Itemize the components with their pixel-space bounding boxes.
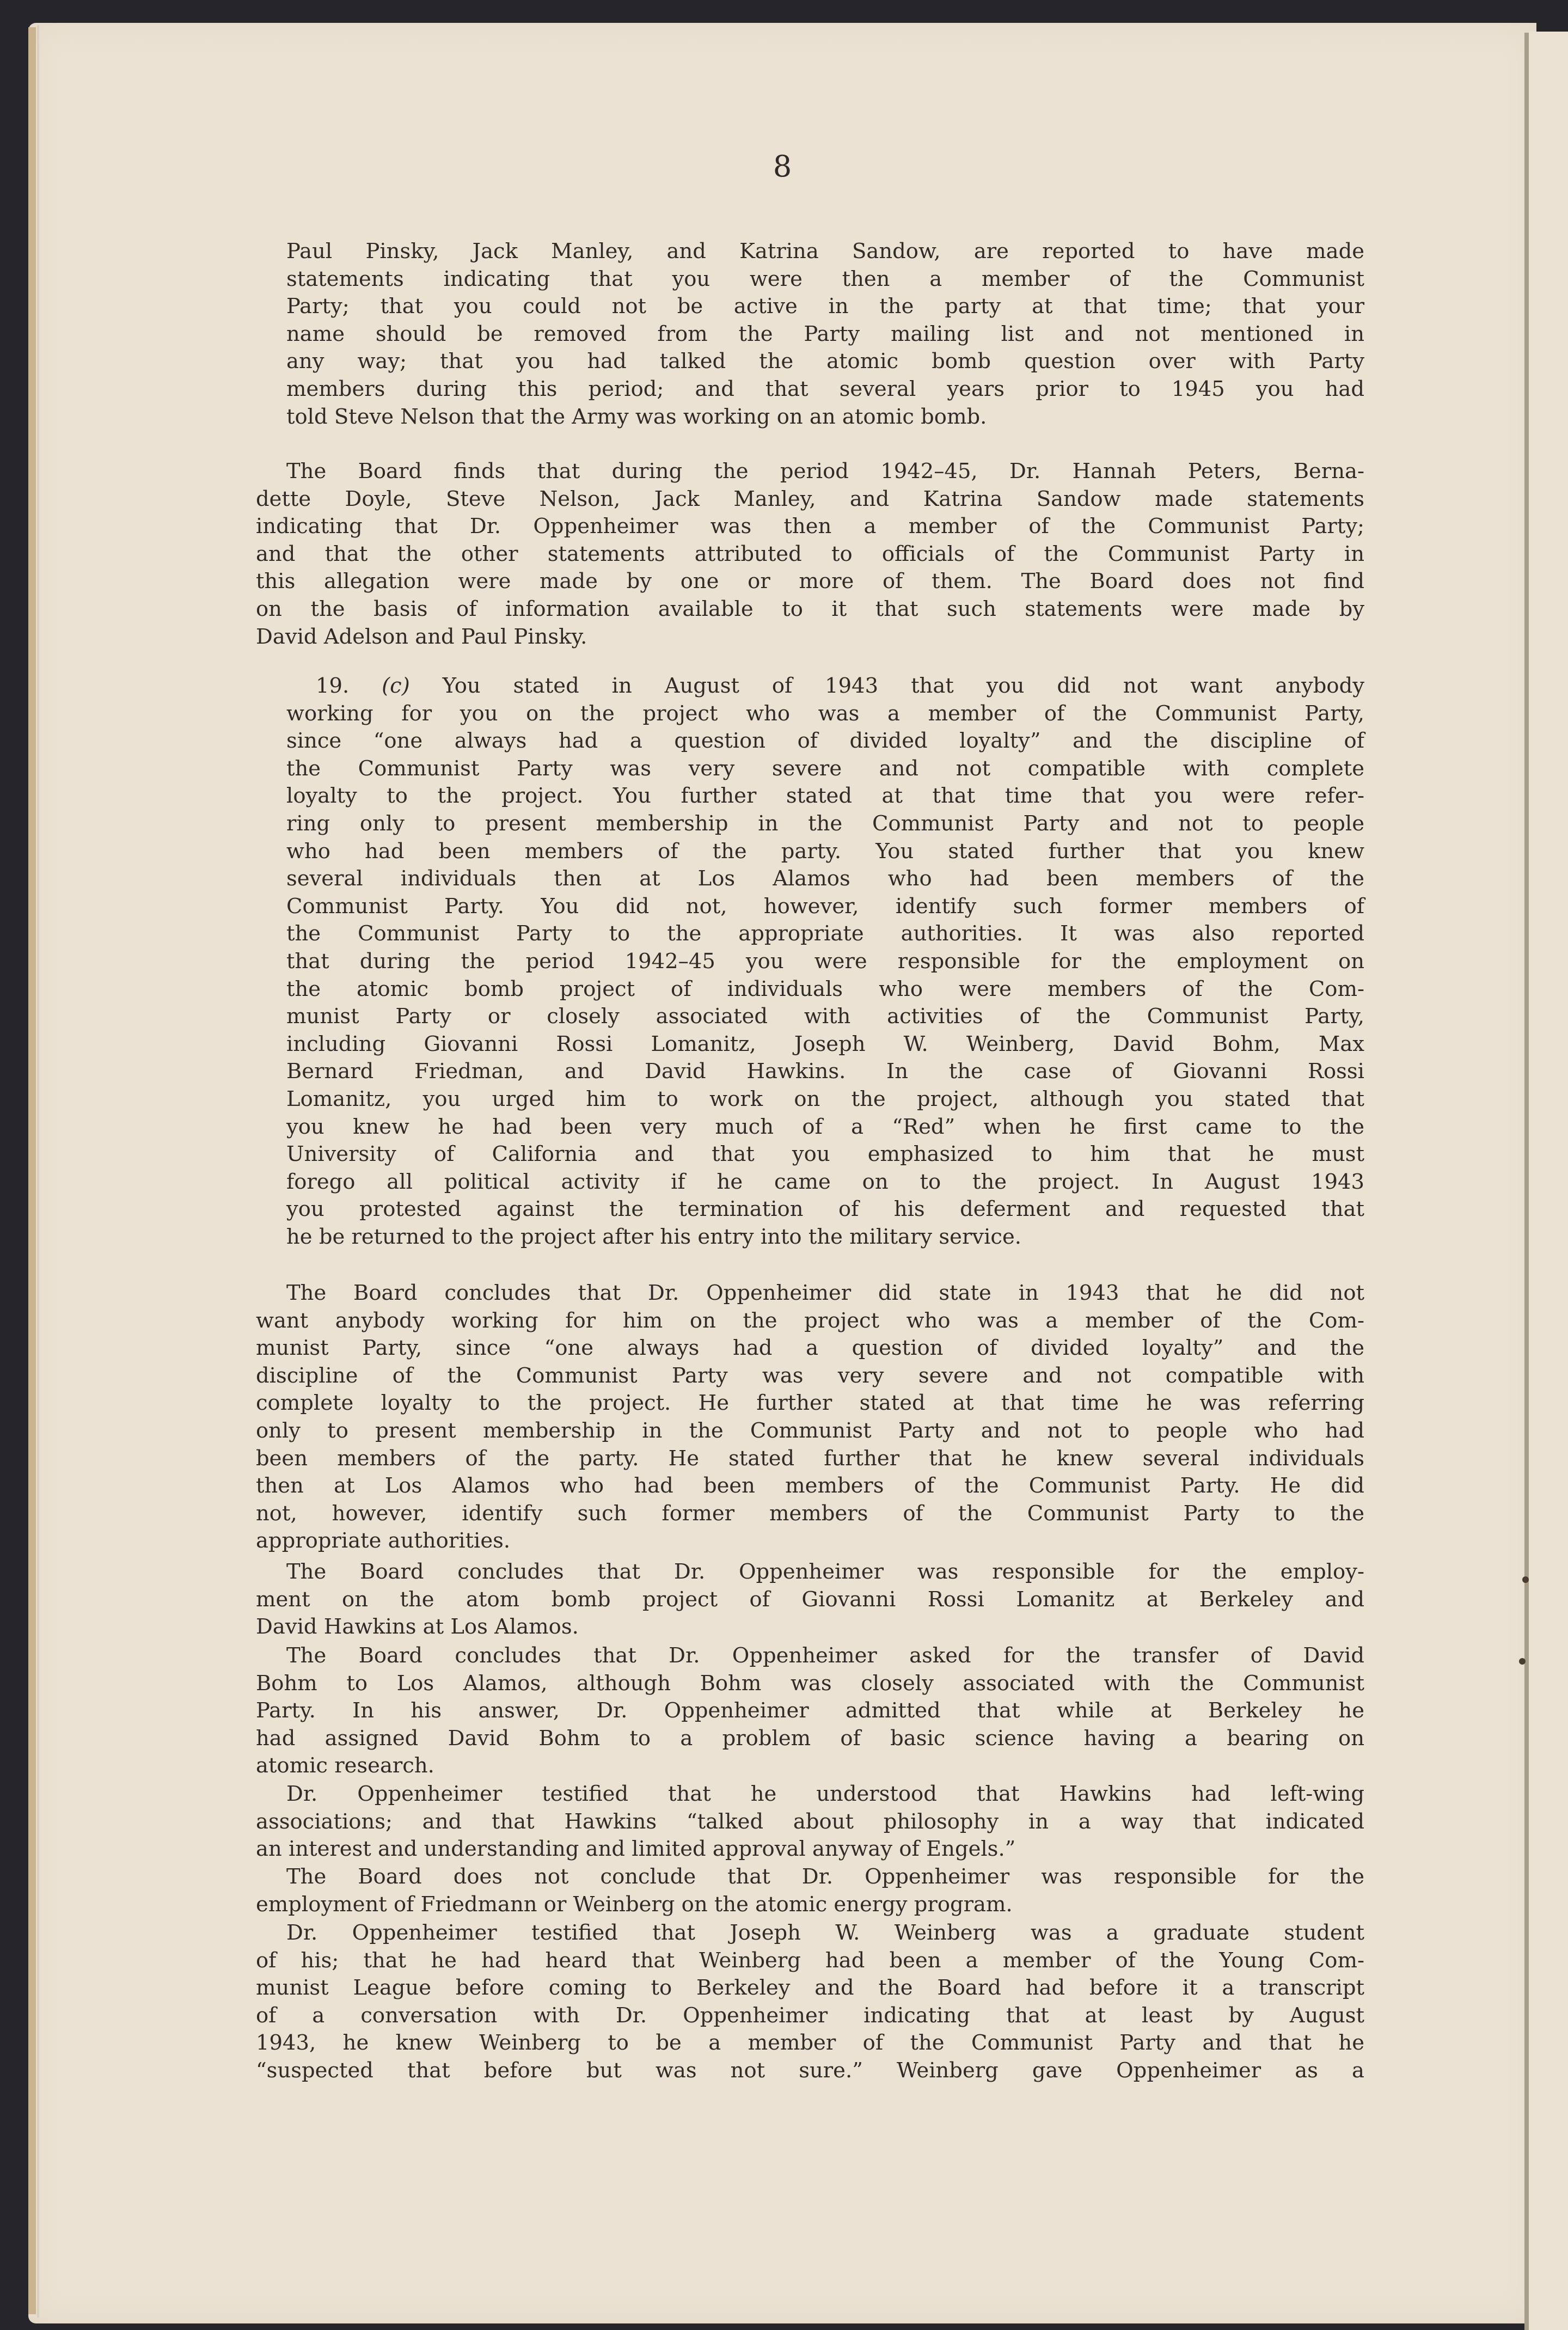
- text-line: University of California and that you emphasized to him that he must: [286, 1142, 1364, 1167]
- text-line: The Board concludes that Dr. Oppenheimer asked for the transfer of David: [286, 1643, 1364, 1668]
- text-line: the atomic bomb project of individuals who were members of the Com-: [286, 976, 1364, 1001]
- text-line: had assigned David Bohm to a problem of basic science having a bearing on: [256, 1726, 1364, 1751]
- text-line: David Hawkins at Los Alamos.: [256, 1615, 579, 1640]
- text-line: and that the other statements attributed to officials of the Communist Party in: [256, 541, 1364, 566]
- item-first-line: You stated in August of 1943 that you did not want anybody: [409, 674, 1365, 698]
- text-line: you protested against the termination of his deferment and requested that: [286, 1197, 1364, 1222]
- text-line: “suspected that before but was not sure.” Weinberg gave Oppenheimer as a: [256, 2058, 1364, 2083]
- text-line: including Giovanni Rossi Lomanitz, Joseph W. Weinberg, David Bohm, Max: [286, 1031, 1364, 1056]
- text-line: on the basis of information available to it that such statements were made by: [256, 597, 1364, 621]
- text-line: several individuals then at Los Alamos who had been members of the: [286, 866, 1364, 891]
- text-line: Bernard Friedman, and David Hawkins. In the case of Giovanni Rossi: [286, 1059, 1364, 1084]
- text-line: ment on the atom bomb project of Giovanni Rossi Lomanitz at Berkeley and: [256, 1587, 1364, 1612]
- item-number: 19.: [316, 674, 382, 698]
- text-line: The Board finds that during the period 1942–45, Dr. Hannah Peters, Berna-: [286, 459, 1364, 484]
- text-line: told Steve Nelson that the Army was working on an atomic bomb.: [286, 404, 987, 429]
- text-line: members during this period; and that several years prior to 1945 you had: [286, 377, 1364, 401]
- text-line: been members of the party. He stated further that he knew several individuals: [256, 1446, 1364, 1471]
- text-line: of a conversation with Dr. Oppenheimer indicating that at least by August: [256, 2003, 1364, 2028]
- text-line: who had been members of the party. You stated further that you knew: [286, 839, 1364, 864]
- text-line: Communist Party. You did not, however, identify such former members of: [286, 894, 1364, 919]
- text-line: Dr. Oppenheimer testified that he understood that Hawkins had left-wing: [286, 1782, 1364, 1806]
- text-line: working for you on the project who was a member of the Communist Party,: [286, 701, 1364, 726]
- text-line: The Board concludes that Dr. Oppenheimer did state in 1943 that he did not: [286, 1281, 1364, 1305]
- text-line: only to present membership in the Communist Party and not to people who had: [256, 1418, 1364, 1443]
- text-line: employment of Friedmann or Weinberg on the atomic energy program.: [256, 1892, 1013, 1917]
- text-line: then at Los Alamos who had been members of the Communist Party. He did: [256, 1473, 1364, 1499]
- page-left-edge: [28, 27, 36, 2314]
- text-line: indicating that Dr. Oppenheimer was then a member of the Communist Party;: [256, 514, 1364, 539]
- text-line: discipline of the Communist Party was very severe and not compatible with: [256, 1363, 1364, 1388]
- text-line: 1943, he knew Weinberg to be a member of the Communist Party and that he: [256, 2031, 1364, 2056]
- text-line: complete loyalty to the project. He further stated at that time he was referring: [256, 1391, 1364, 1416]
- text-line: loyalty to the project. You further stated at that time that you were refer-: [286, 784, 1364, 809]
- item-letter: (c): [382, 674, 410, 698]
- text-line: Party; that you could not be active in the party at that time; that your: [286, 294, 1364, 319]
- text-line: Bohm to Los Alamos, although Bohm was closely associated with the Communist: [256, 1671, 1364, 1696]
- text-line: David Adelson and Paul Pinsky.: [256, 624, 587, 649]
- text-line: this allegation were made by one or more of them. The Board does not find: [256, 569, 1364, 594]
- text-line: munist Party or closely associated with activities of the Communist Party,: [286, 1004, 1364, 1029]
- adjacent-page-edge: [1529, 32, 1568, 2330]
- staple-icon: [1522, 1576, 1529, 1583]
- text-line: dette Doyle, Steve Nelson, Jack Manley, and Katrina Sandow made statements: [256, 486, 1364, 511]
- text-line: want anybody working for him on the project who was a member of the Com-: [256, 1308, 1364, 1333]
- text-line: name should be removed from the Party mailing list and not mentioned in: [286, 321, 1364, 346]
- text-line: munist Party, since “one always had a question of divided loyalty” and the: [256, 1336, 1364, 1361]
- text-line: Party. In his answer, Dr. Oppenheimer admitted that while at Berkeley he: [256, 1698, 1364, 1723]
- text-line: any way; that you had talked the atomic bomb question over with Party: [286, 349, 1364, 374]
- text-line: the Communist Party to the appropriate authorities. It was also reported: [286, 921, 1364, 946]
- staple-icon: [1519, 1658, 1526, 1665]
- text-line: munist League before coming to Berkeley and the Board had before it a transcript: [256, 1976, 1364, 2001]
- page-number: 8: [773, 149, 792, 184]
- text-line: you knew he had been very much of a “Red” when he first came to the: [286, 1114, 1364, 1139]
- text-line: an interest and understanding and limited approval anyway of Engels.”: [256, 1837, 1016, 1862]
- text-line: forego all political activity if he came on to the project. In August 1943: [286, 1169, 1364, 1194]
- text-line: Paul Pinsky, Jack Manley, and Katrina Sandow, are reported to have made: [286, 239, 1364, 264]
- text-line: that during the period 1942–45 you were responsible for the employment on: [286, 949, 1364, 974]
- text-line: atomic research.: [256, 1753, 434, 1778]
- text-line: Dr. Oppenheimer testified that Joseph W. Weinberg was a graduate student: [286, 1921, 1364, 1945]
- text-line: of his; that he had heard that Weinberg had been a member of the Young Com-: [256, 1948, 1364, 1973]
- text-line: The Board concludes that Dr. Oppenheimer was responsible for the employ-: [286, 1560, 1364, 1584]
- text-line: The Board does not conclude that Dr. Oppenheimer was responsible for the: [286, 1864, 1364, 1889]
- text-line: appropriate authorities.: [256, 1528, 511, 1554]
- text-line: he be returned to the project after his entry into the military service.: [286, 1225, 1022, 1249]
- text-line: [316, 672, 1364, 700]
- page-left-fold: [37, 25, 39, 2317]
- text-line: Lomanitz, you urged him to work on the project, although you stated that: [286, 1087, 1364, 1111]
- text-line: associations; and that Hawkins “talked about philosophy in a way that indicated: [256, 1809, 1364, 1834]
- text-line: statements indicating that you were then a member of the Communist: [286, 266, 1364, 291]
- text-line: since “one always had a question of divided loyalty” and the discipline of: [286, 729, 1364, 754]
- binding-spine: [1524, 33, 1529, 2330]
- text-line: the Communist Party was very severe and not compatible with complete: [286, 756, 1364, 781]
- text-line: not, however, identify such former members of the Communist Party to the: [256, 1501, 1364, 1526]
- text-line: ring only to present membership in the Communist Party and not to people: [286, 811, 1364, 836]
